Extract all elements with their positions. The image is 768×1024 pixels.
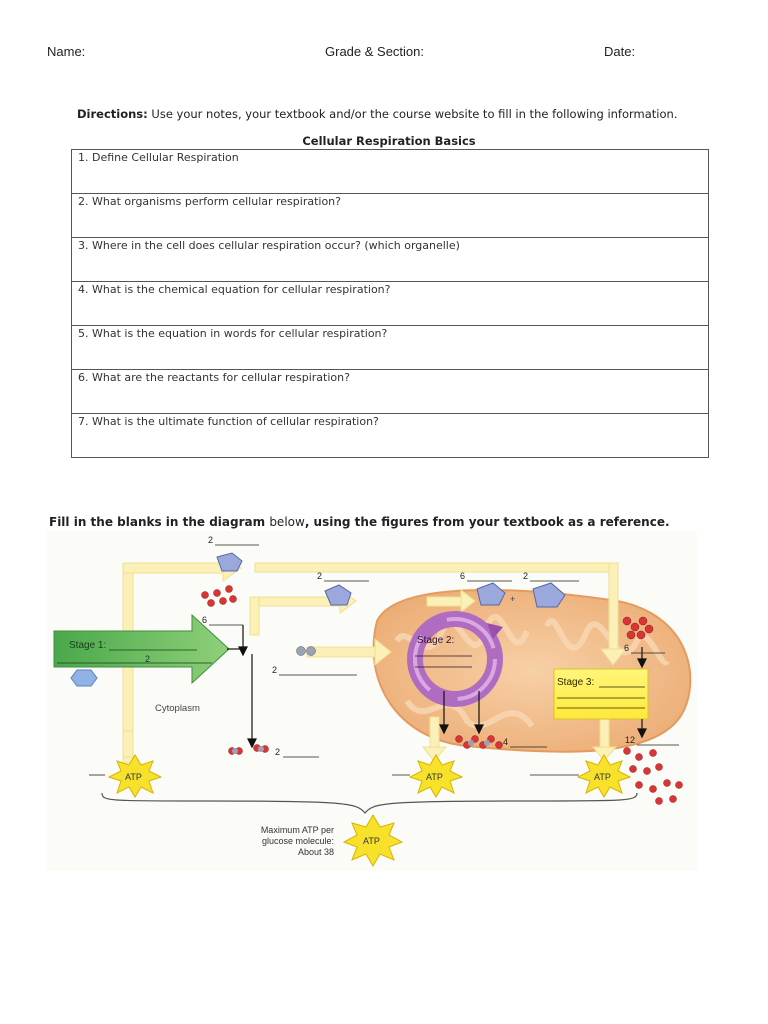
stage-2-label: Stage 2:	[417, 635, 455, 646]
cytoplasm-label: Cytoplasm	[155, 703, 200, 714]
label-6-co2: 6	[460, 571, 466, 581]
atp-label-3: ATP	[594, 772, 611, 782]
stage-1-count: 2	[145, 654, 151, 664]
glucose-icon	[71, 670, 97, 686]
directions	[77, 107, 677, 121]
fill-text-3: , using the figures from your textbook as a reference.	[304, 515, 670, 529]
label-12-h2o: 12	[625, 735, 636, 745]
stage-3-box	[554, 669, 648, 719]
atp-label-2: ATP	[426, 772, 443, 782]
grade-section-label: Grade & Section:	[325, 44, 424, 59]
fill-instructions	[49, 515, 670, 529]
questions-table	[71, 149, 709, 458]
label-2-top: 2	[208, 535, 214, 545]
label-2-co2-bottom: 2	[275, 747, 281, 757]
stage-3-label: Stage 3:	[557, 677, 595, 688]
label-6-h2o: 6	[624, 643, 630, 653]
label-6-o2: 6	[202, 615, 208, 625]
label-2-pyruvate: 2	[272, 665, 278, 675]
label-4-co2: 4	[503, 737, 509, 747]
directions-lead: Directions:	[77, 107, 148, 121]
question-2[interactable]: 2. What organisms perform cellular respiration?	[72, 194, 709, 238]
table-title: Cellular Respiration Basics	[302, 134, 476, 148]
stage-1-label: Stage 1:	[69, 640, 107, 651]
question-7[interactable]: 7. What is the ultimate function of cellular respiration?	[72, 414, 709, 458]
cellular-respiration-diagram	[47, 531, 697, 871]
fill-text-2: below	[269, 515, 305, 529]
label-2-nadh: 2	[317, 571, 323, 581]
question-6[interactable]: 6. What are the reactants for cellular respiration?	[72, 370, 709, 414]
fill-text-1: Fill in the blanks in the diagram	[49, 515, 270, 529]
label-2-fadh: 2	[523, 571, 529, 581]
max-atp-line-2: glucose molecule:	[261, 836, 334, 846]
question-1[interactable]: 1. Define Cellular Respiration	[72, 150, 709, 194]
plus-sign: +	[510, 594, 516, 604]
max-atp-line-3: About 38	[297, 847, 334, 857]
max-atp-star-label: ATP	[363, 836, 380, 846]
question-4[interactable]: 4. What is the chemical equation for cellular respiration?	[72, 282, 709, 326]
question-3[interactable]: 3. Where in the cell does cellular respiration occur? (which organelle)	[72, 238, 709, 282]
question-5[interactable]: 5. What is the equation in words for cellular respiration?	[72, 326, 709, 370]
directions-text: Use your notes, your textbook and/or the course website to fill in the following information.	[147, 107, 678, 121]
max-atp-line-1: Maximum ATP per	[260, 825, 334, 835]
date-label: Date:	[604, 44, 636, 59]
name-label: Name:	[47, 44, 86, 59]
atp-label-1: ATP	[125, 772, 142, 782]
